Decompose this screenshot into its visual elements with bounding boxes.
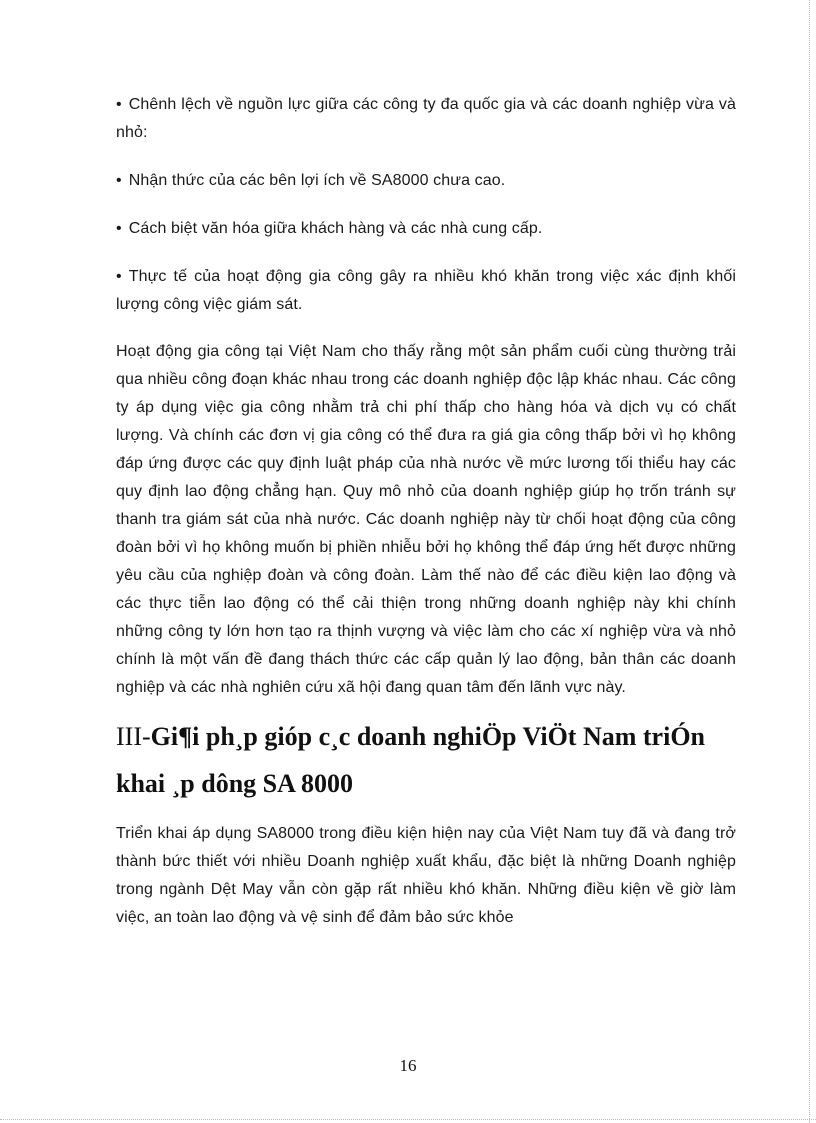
bullet-text: Nhận thức của các bên lợi ích về SA8000 chưa cao. bbox=[128, 172, 506, 189]
section-title: Gi¶i ph¸p gióp c¸c doanh nghiÖp ViÖt Nam triÓn khai ¸p dông SA 8000 bbox=[116, 722, 706, 798]
page-bottom-border bbox=[0, 1119, 816, 1120]
bullet-item bbox=[116, 91, 736, 147]
bullet-icon: • bbox=[116, 172, 122, 189]
page-right-border bbox=[809, 0, 810, 1123]
bullet-icon: • bbox=[116, 220, 122, 237]
bullet-icon: • bbox=[116, 268, 122, 285]
bullet-text: Cách biệt văn hóa giữa khách hàng và các nhà cung cấp. bbox=[128, 220, 543, 237]
section-number: III- bbox=[116, 722, 151, 751]
bullet-icon: • bbox=[116, 96, 122, 113]
bullet-item bbox=[116, 215, 736, 243]
body-paragraph: Triển khai áp dụng SA8000 trong điều kiện hiện nay của Việt Nam tuy đã và đang trở thành bức thiết với nhiều Doanh nghiệp xuất khẩu, đặc biệt là những Doanh nghiệp trong ngành Dệt May vẫn còn gặp rất nhiều khó khăn. Những điều kiện về giờ làm việc, an toàn lao động và vệ sinh để đảm bảo sức khỏe bbox=[116, 825, 736, 926]
document-body bbox=[116, 91, 736, 932]
bullet-text: Chênh lệch về nguồn lực giữa các công ty đa quốc gia và các doanh nghiệp vừa và nhỏ: bbox=[116, 96, 736, 141]
bullet-text: Thực tế của hoạt động gia công gây ra nhiều khó khăn trong việc xác định khối lượng công việc giám sát. bbox=[116, 268, 736, 313]
bullet-item bbox=[116, 263, 736, 319]
body-paragraph: Hoạt động gia công tại Việt Nam cho thấy rằng một sản phẩm cuối cùng thường trải qua nhiều công đoạn khác nhau trong các doanh nghiệp độc lập khác nhau. Các công ty áp dụng việc gia công nhằm trả chi phí thấp cho hàng hóa và dịch vụ có chất lượng. Và chính các đơn vị gia công có thể đưa ra giá gia công thấp bởi vì họ không đáp ứng được các quy định luật pháp của nhà nước về mức lương tối thiểu hay các quy định lao động chẳng hạn. Quy mô nhỏ của doanh nghiệp giúp họ trốn tránh sự thanh tra giám sát của nhà nước. Các doanh nghiệp này từ chối hoạt động của công đoàn bởi vì họ không muốn bị phiền nhiễu bởi họ không thể đáp ứng hết được những yêu cầu của nghiệp đoàn và công đoàn. Làm thế nào để các điều kiện lao động và các thực tiễn lao động có thể cải thiện trong những doanh nghiệp này khi chính những công ty lớn hơn tạo ra thịnh vượng và việc làm cho các xí nghiệp vừa và nhỏ chính là một vấn đề đang thách thức các cấp quản lý lao động, bản thân các doanh nghiệp và các nhà nghiên cứu xã hội đang quan tâm đến lãnh vực này. bbox=[116, 343, 736, 696]
bullet-item bbox=[116, 167, 736, 195]
page-number: 16 bbox=[399, 1056, 417, 1075]
section-heading bbox=[116, 713, 736, 807]
